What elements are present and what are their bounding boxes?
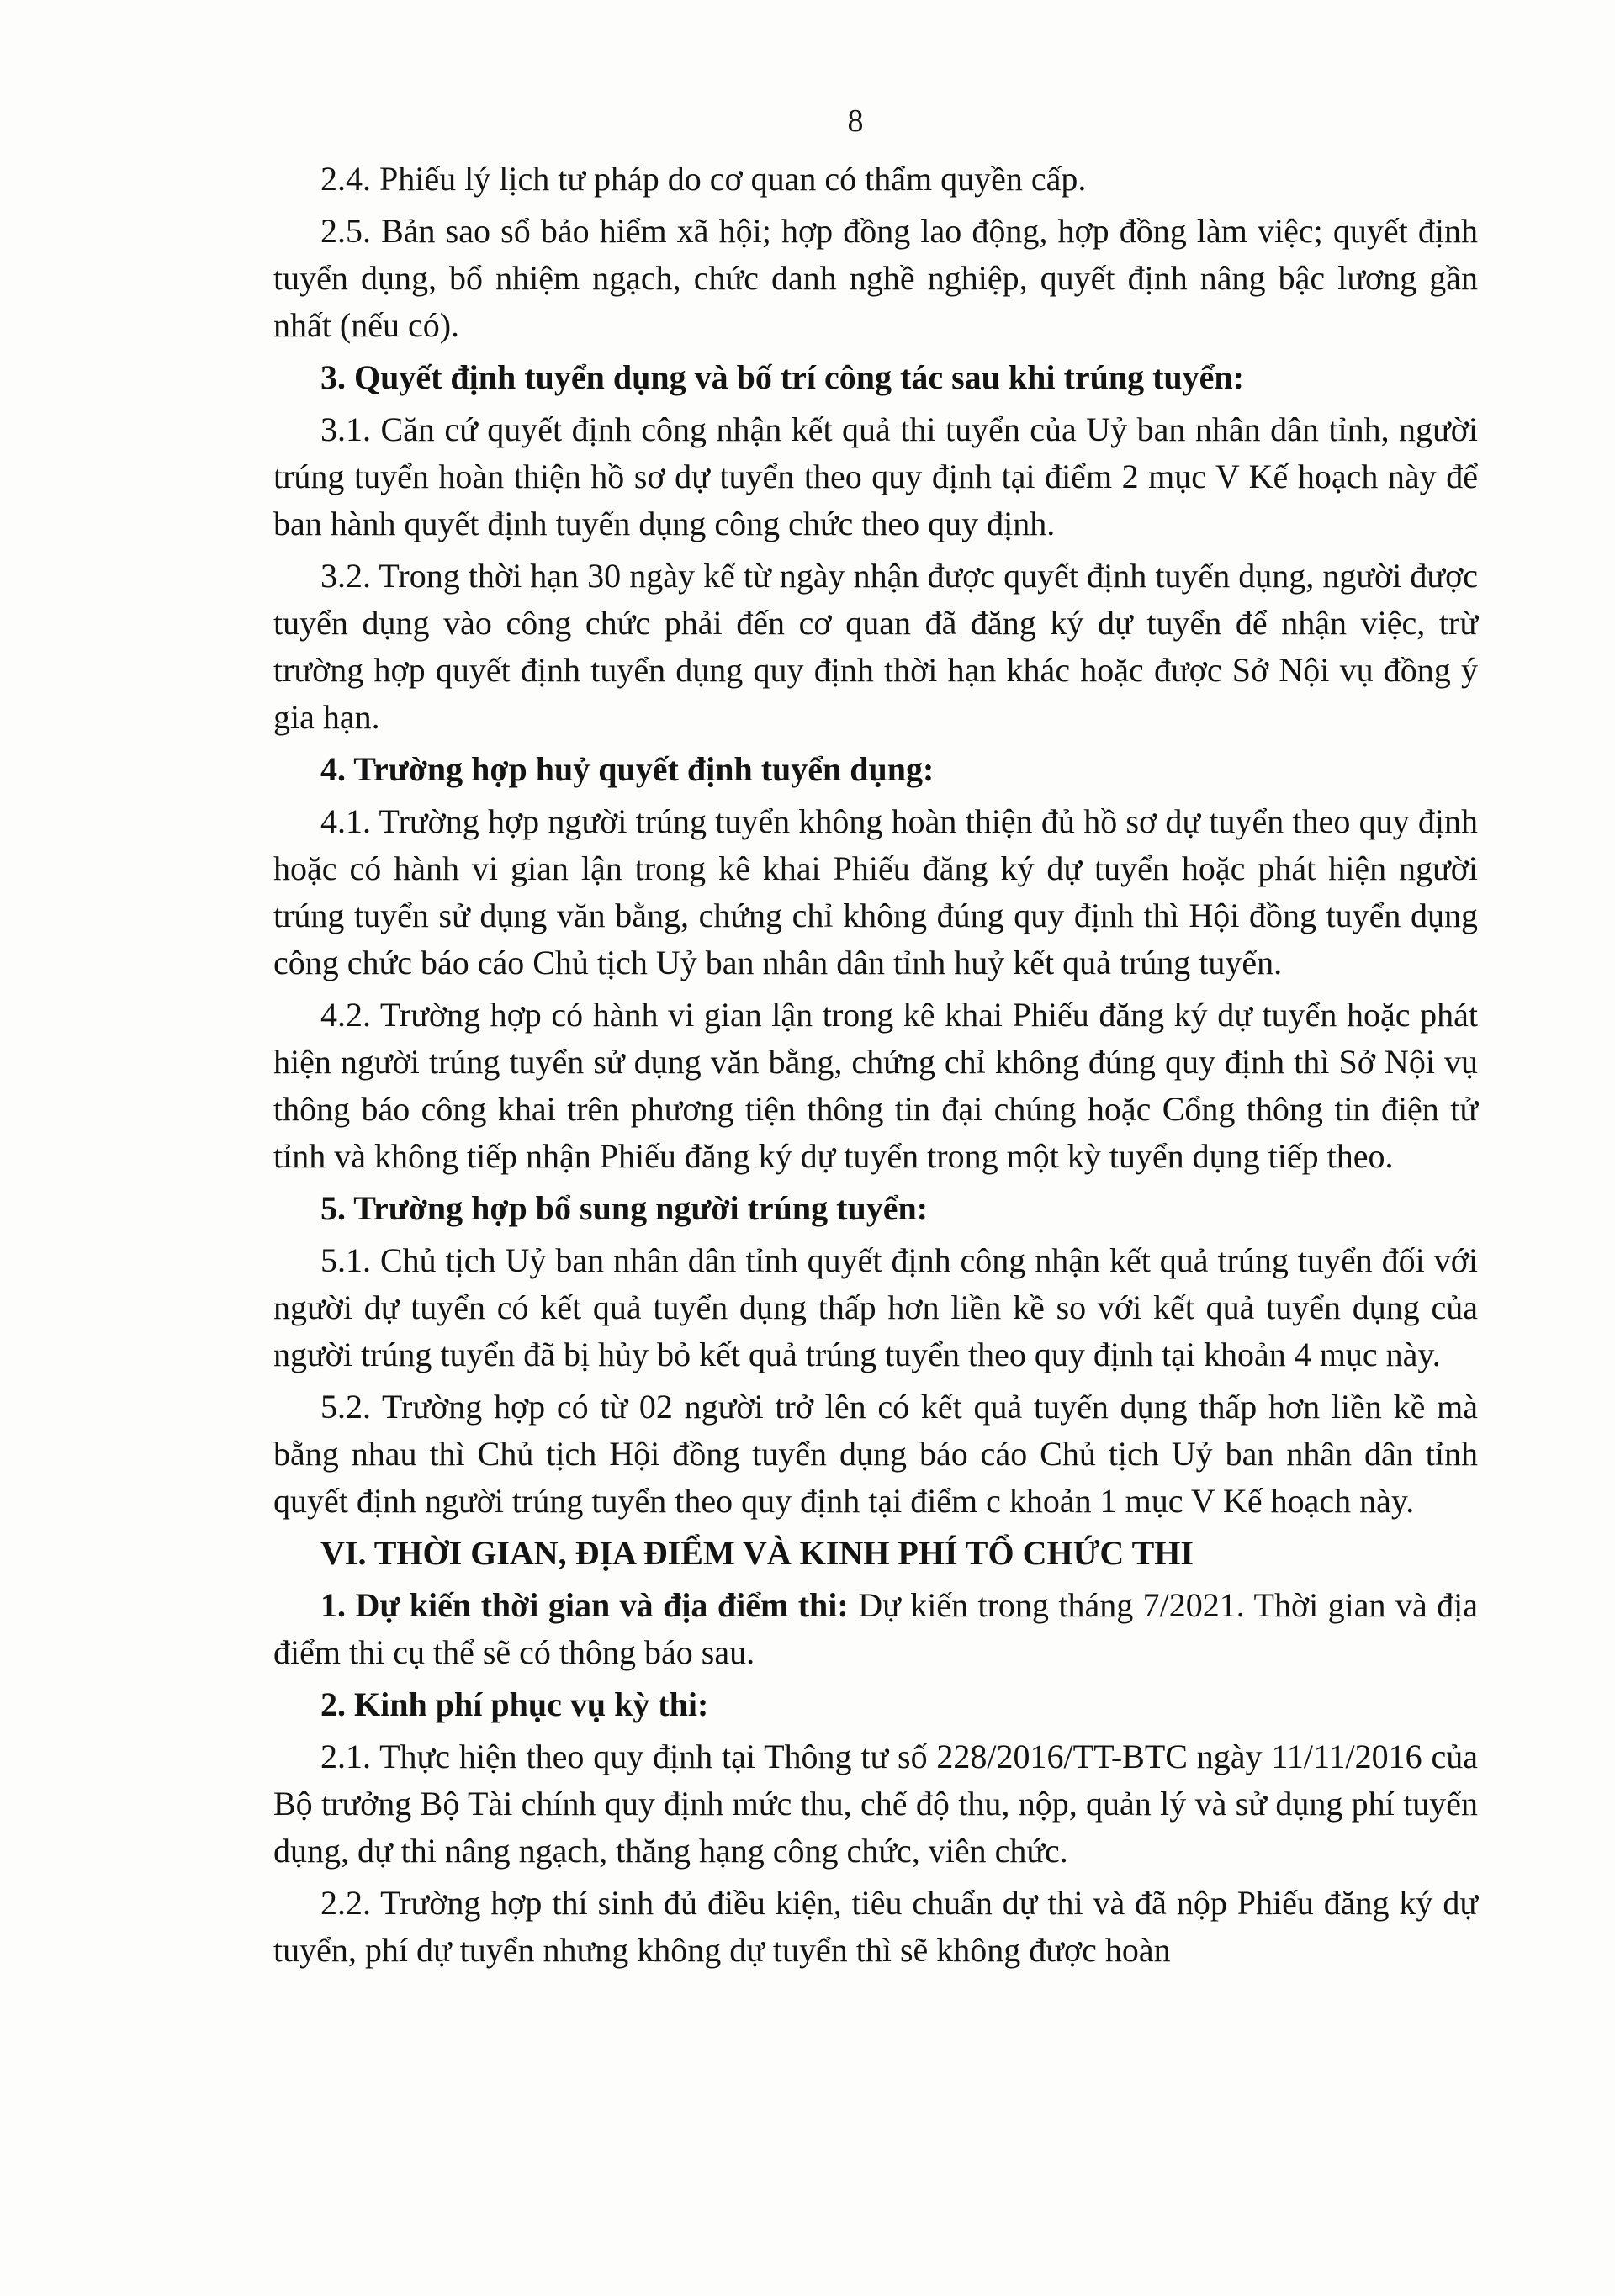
paragraph-4-1: 4.1. Trường hợp người trúng tuyển không hoàn thiện đủ hồ sơ dự tuyển theo quy định hoặc có hành vi gian lận trong kê khai Phiếu đăng ký dự tuyển hoặc phát hiện người trúng tuyển sử dụng văn bằng, chứng chỉ không đúng quy định thì Hội đồng tuyển dụng công chức báo cáo Chủ tịch Uỷ ban nhân dân tỉnh huỷ kết quả trúng tuyển.: [273, 802, 1478, 981]
paragraph-5-2: 5.2. Trường hợp có từ 02 người trở lên có kết quả tuyển dụng thấp hơn liền kề mà bằng nhau thì Chủ tịch Hội đồng tuyển dụng báo cáo Chủ tịch Uỷ ban nhân dân tỉnh quyết định người trúng tuyển theo quy định tại điểm c khoản 1 mục V Kế hoạch này.: [273, 1388, 1478, 1520]
heading-section-5: 5. Trường hợp bổ sung người trúng tuyển:: [320, 1189, 929, 1227]
paragraph-4-2: 4.2. Trường hợp có hành vi gian lận trong kê khai Phiếu đăng ký dự tuyển hoặc phát hiện người trúng tuyển sử dụng văn bằng, chứng chỉ không đúng quy định thì Sở Nội vụ thông báo công khai trên phương tiện thông tin đại chúng hoặc Cổng thông tin điện tử tỉnh và không tiếp nhận Phiếu đăng ký dự tuyển trong một kỳ tuyển dụng tiếp theo.: [273, 996, 1478, 1175]
page-number: 8: [847, 103, 864, 139]
paragraph-vi-2-2: 2.2. Trường hợp thí sinh đủ điều kiện, tiêu chuẩn dự thi và đã nộp Phiếu đăng ký dự tuyển, phí dự tuyển nhưng không dự tuyển thì sẽ không được hoàn: [273, 1884, 1478, 1969]
paragraph-vi-2-1: 2.1. Thực hiện theo quy định tại Thông tư số 228/2016/TT-BTC ngày 11/11/2016 của Bộ trưởng Bộ Tài chính quy định mức thu, chế độ thu, nộp, quản lý và sử dụng phí tuyển dụng, dự thi nâng ngạch, thăng hạng công chức, viên chức.: [273, 1738, 1478, 1870]
paragraph-5-1: 5.1. Chủ tịch Uỷ ban nhân dân tỉnh quyết định công nhận kết quả trúng tuyển đối với người dự tuyển có kết quả tuyển dụng thấp hơn liền kề so với kết quả tuyển dụng của người trúng tuyển đã bị hủy bỏ kết quả trúng tuyển theo quy định tại khoản 4 mục này.: [273, 1241, 1478, 1373]
paragraph-3-1: 3.1. Căn cứ quyết định công nhận kết quả thi tuyển của Uỷ ban nhân dân tỉnh, người trúng tuyển hoàn thiện hồ sơ dự tuyển theo quy định tại điểm 2 mục V Kế hoạch này để ban hành quyết định tuyển dụng công chức theo quy định.: [273, 410, 1478, 542]
heading-part-vi: VI. THỜI GIAN, ĐỊA ĐIỂM VÀ KINH PHÍ TỔ CHỨC THI: [320, 1534, 1194, 1572]
paragraph-vi-1-text: Dự kiến trong tháng 7/2021. Thời gian và địa điểm thi cụ thể sẽ có thông báo sau.: [273, 1586, 1479, 1671]
paragraph-vi-1: [273, 1582, 1478, 1676]
document-body: [273, 156, 1478, 1979]
heading-vi-2: 2. Kinh phí phục vụ kỳ thi:: [320, 1685, 709, 1723]
paragraph-3-2: 3.2. Trong thời hạn 30 ngày kể từ ngày nhận được quyết định tuyển dụng, người được tuyển dụng vào công chức phải đến cơ quan đã đăng ký dự tuyển để nhận việc, trừ trường hợp quyết định tuyển dụng quy định thời hạn khác hoặc được Sở Nội vụ đồng ý gia hạn.: [273, 557, 1478, 736]
paragraph-2-5: 2.5. Bản sao sổ bảo hiểm xã hội; hợp đồng lao động, hợp đồng làm việc; quyết định tuyển dụng, bổ nhiệm ngạch, chức danh nghề nghiệp, quyết định nâng bậc lương gần nhất (nếu có).: [273, 212, 1478, 344]
heading-section-4: 4. Trường hợp huỷ quyết định tuyển dụng:: [320, 750, 935, 788]
paragraph-vi-1-lead: 1. Dự kiến thời gian và địa điểm thi:: [320, 1586, 849, 1624]
paragraph-2-4: 2.4. Phiếu lý lịch tư pháp do cơ quan có thẩm quyền cấp.: [320, 160, 1087, 198]
heading-section-3: 3. Quyết định tuyển dụng và bố trí công tác sau khi trúng tuyển:: [320, 358, 1244, 396]
